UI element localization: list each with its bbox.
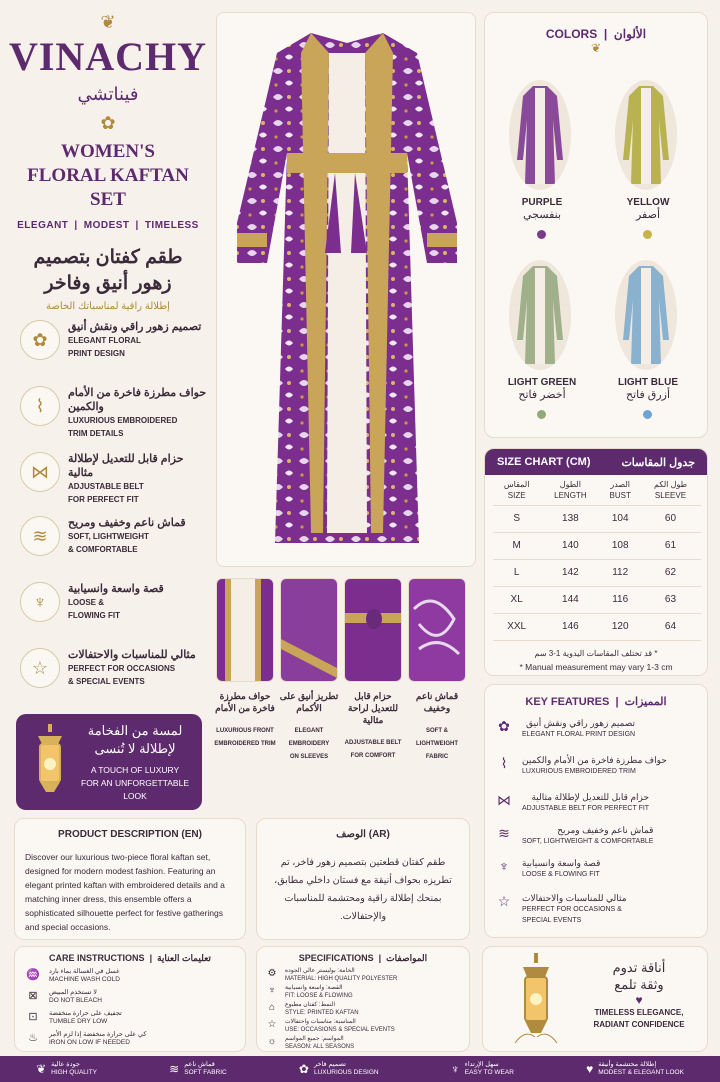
feature-ar: حزام قابل للتعديل لإطلالة مثالية	[68, 453, 184, 479]
heart-icon: ♥	[635, 993, 643, 1007]
ornament-icon: ❦	[590, 41, 602, 55]
feature-item	[20, 452, 210, 506]
flower-icon: ✿	[100, 113, 116, 133]
thumb-sleeve[interactable]	[280, 578, 338, 682]
embroidery-icon: ⌇	[500, 755, 508, 771]
description-en-title: PRODUCT DESCRIPTION (EN)	[58, 829, 202, 840]
footer-item: ≋ قماش ناعم SOFT FABRIC	[169, 1061, 227, 1076]
wave-icon: ≋	[20, 516, 60, 556]
color-dot-light-green[interactable]	[537, 410, 546, 419]
headline-ar-2: زهور أنيق وفاخر	[44, 273, 172, 294]
wave-icon: ≋	[498, 825, 510, 841]
color-dot-light-blue[interactable]	[643, 410, 652, 419]
footer-item: ❦ جودة عالية HIGH QUALITY	[36, 1061, 98, 1076]
feature-ar: قصة واسعة وانسيابية	[68, 583, 164, 595]
key-feature-item: ☆ مثالي للمناسبات والاحتفالات PERFECT FOR OCCASIONS & SPECIAL EVENTS	[494, 893, 704, 926]
care-item: ⊠ لا تستخدم المبيض DO NOT BLEACH	[25, 989, 235, 1005]
size-chart-panel	[484, 448, 708, 676]
flower-icon: ✿	[498, 718, 510, 734]
spec-item: ♆ القصة: واسعة وانسيابية FIT: LOOSE & FLOWING	[265, 985, 461, 1000]
color-dot-yellow[interactable]	[643, 230, 652, 239]
footer-bar	[0, 1056, 720, 1082]
key-features-title: KEY FEATURES	[525, 696, 610, 708]
fabric-icon: ≋	[169, 1062, 180, 1076]
thumb-belt[interactable]	[344, 578, 402, 682]
care-item: ♨ كي على حرارة منخفضة إذا لزم الأمر IRON ON LOW IF NEEDED	[25, 1031, 235, 1047]
feature-en: ADJUSTABLE BELT	[68, 482, 144, 491]
sun-icon: ☼	[267, 1036, 277, 1047]
description-en-panel	[14, 818, 246, 940]
elegance-ar-2: وثقة تلمع	[614, 977, 664, 992]
tag-timeless: TIMELESS	[144, 220, 199, 231]
bow-icon: ⋈	[497, 792, 511, 808]
star-icon: ☆	[497, 893, 511, 909]
colors-title: COLORS	[545, 27, 598, 41]
ornament-icon: ❦	[100, 12, 116, 32]
feature-en: SOFT, LIGHTWEIGHT	[68, 532, 149, 541]
tag-list: ELEGANT | MODEST | TIMELESS	[17, 220, 199, 231]
table-row: XXL 146 120 64	[493, 613, 701, 640]
specs-title: SPECIFICATIONS	[298, 953, 374, 963]
feature-item	[20, 582, 210, 622]
key-feature-item: ⋈ حزام قابل للتعديل لإطلالة مثالية ADJUSTABLE BELT FOR PERFECT FIT	[494, 792, 704, 814]
size-note-en: * Manual measurement may vary 1-3 cm	[519, 661, 673, 672]
colors-title-ar: الألوان	[613, 27, 647, 41]
tag-elegant: ELEGANT	[17, 220, 69, 231]
size-table	[493, 475, 701, 641]
headline-ar-sub: إطلالة راقية لمناسباتك الخاصة	[46, 301, 170, 312]
color-swatch-yellow[interactable]	[615, 80, 677, 190]
tag-modest: MODEST	[83, 220, 130, 231]
luxury-en-3: LOOK	[123, 791, 147, 801]
bow-icon: ⋈	[20, 452, 60, 492]
headline-ar-1: طقم كفتان بتصميم	[33, 247, 183, 268]
spec-item: ⌂ النمط: كفتان مطبوع STYLE: PRINTED KAFTAN	[265, 1002, 461, 1017]
table-header-row: المقاس SIZE الطول LENGTH الصدر BUST طول الكم SLEEVE	[493, 475, 701, 505]
luxury-ar-1: لمسة من الفخامة	[87, 723, 183, 738]
flower-icon: ✿	[298, 1062, 309, 1076]
luxury-ar-2: لإطلالة لا تُنسى	[94, 741, 176, 756]
dress-icon: ♆	[268, 985, 276, 996]
key-features-title-ar: المميزات	[624, 696, 667, 708]
description-ar-text: طقم كفتان قطعتين بتصميم زهور فاخر، تم تطريزه بحواف أنيقة مع فستان داخلي مطابق، بمنحك إطلالة راقية ومحتشمة للمناسبات والإحتفالات.	[274, 857, 452, 922]
brand-column	[8, 12, 208, 312]
description-ar-panel	[256, 818, 470, 940]
thumb-caption: تطريز أنيق على الأكمام ELEGANT EMBROIDERY ON SLEEVES	[279, 691, 339, 760]
elegance-en-1: TIMELESS ELEGANCE,	[594, 1008, 684, 1017]
color-swatch-purple[interactable]	[509, 80, 571, 190]
color-dot-purple[interactable]	[537, 230, 546, 239]
elegance-en-2: RADIANT CONFIDENCE	[593, 1020, 685, 1029]
care-panel: CARE INSTRUCTIONS | تعليمات العناية ♒ غسل في الغسالة بماء بارد MACHINE WASH COLD ⊠ لا تستخدم المبيض DO NOT BLEACH ⊡ تجفيف على حرارة منخفضة TUMBLE DRY LOW ♨ كي على حرارة منخفضة إذا لزم الأمر IRON ON LOW IF NEEDED	[14, 946, 246, 1052]
footer-item: ✿ تصميم فاخر LUXURIOUS DESIGN	[298, 1061, 379, 1076]
luxury-en-1: A TOUCH OF LUXURY	[90, 765, 180, 775]
color-swatch-light-green[interactable]	[509, 260, 571, 370]
lantern-icon	[511, 953, 561, 1045]
luxury-banner	[16, 714, 202, 810]
color-swatch-light-blue[interactable]	[615, 260, 677, 370]
dress-icon: ♆	[498, 858, 510, 874]
iron-icon: ♨	[28, 1032, 38, 1044]
table-row: L 142 112 62	[493, 559, 701, 586]
main-product-image	[216, 12, 476, 567]
feature-ar: مثالي للمناسبات والاحتفالات	[68, 649, 196, 661]
embroidery-icon: ⌇	[20, 386, 60, 426]
star-icon: ☆	[20, 648, 60, 688]
colors-panel: COLORS | الألوان ❦	[484, 12, 708, 438]
elegance-ar-1: أناقة تدوم	[612, 960, 666, 975]
care-title-ar: تعليمات العناية	[157, 953, 211, 963]
feature-item	[20, 320, 210, 360]
feature-item	[20, 516, 210, 556]
wash-icon: ♒	[26, 969, 40, 981]
key-features-panel: KEY FEATURES | المميزات	[484, 684, 708, 938]
key-feature-item: ✿ تصميم زهور راقي ونقش أنيق ELEGANT FLORAL PRINT DESIGN	[494, 718, 704, 740]
feature-en: ELEGANT FLORAL	[68, 336, 141, 345]
thumb-caption: حزام قابل للتعديل لراحة مثالية ADJUSTABLE BELT FOR COMFORT	[344, 691, 402, 759]
feature-en: PERFECT FOR OCCASIONS	[68, 664, 176, 673]
heart-icon: ♥	[586, 1062, 594, 1076]
feature-en: & SPECIAL EVENTS	[68, 677, 145, 686]
care-title: CARE INSTRUCTIONS	[49, 953, 145, 963]
brand-name: VINACHY	[8, 34, 208, 79]
footer-item: ♥ إطلالة محتشمة وأنيقة MODEST & ELEGANT LOOK	[586, 1061, 684, 1076]
feature-ar: قماش ناعم وخفيف ومريح	[68, 517, 186, 529]
flower-icon: ✿	[20, 320, 60, 360]
feature-ar: تصميم زهور راقي ونقش أنيق	[68, 321, 202, 333]
table-row: XL 144 116 63	[493, 586, 701, 613]
feature-en: TRIM DETAILS	[68, 429, 124, 438]
shirt-icon: ♆	[450, 1062, 460, 1076]
key-feature-item: ♆ قصة واسعة وانسيابية LOOSE & FLOWING FIT	[494, 858, 704, 880]
feature-en: LOOSE &	[68, 598, 105, 607]
star-icon: ☆	[267, 1019, 277, 1030]
color-label-light-blue: LIGHT BLUE أزرق فاتح	[618, 377, 678, 401]
key-feature-item: ≋ قماش ناعم وخفيف ومريح SOFT, LIGHTWEIGHT & COMFORTABLE	[494, 825, 704, 847]
elegance-panel	[482, 946, 708, 1052]
tag-icon: ⌂	[268, 1002, 276, 1013]
key-feature-item: ⌇ حواف مطرزة فاخرة من الأمام والكمين LUXURIOUS EMBROIDERED TRIM	[494, 755, 704, 777]
luxury-en-2: FOR AN UNFORGETTABLE	[81, 778, 189, 788]
size-chart-header	[485, 449, 707, 475]
feature-en: LUXURIOUS EMBROIDERED	[68, 416, 178, 425]
no-bleach-icon: ⊠	[28, 990, 38, 1002]
spec-item: ☼ المواسم: جميع المواسم SEASON: ALL SEASONS	[265, 1036, 461, 1051]
description-ar-title: الوصف (AR)	[336, 829, 390, 840]
gear-icon: ⚙	[267, 968, 277, 979]
leaf-icon: ❦	[36, 1062, 47, 1076]
lantern-icon	[28, 724, 72, 800]
size-chart-title-ar: جدول المقاسات	[621, 456, 695, 469]
color-label-light-green: LIGHT GREEN أخضر فاتح	[507, 377, 577, 401]
care-item: ⊡ تجفيف على حرارة منخفضة TUMBLE DRY LOW	[25, 1010, 235, 1026]
color-label-yellow: YELLOW أصفر	[626, 197, 670, 221]
feature-ar: حواف مطرزة فاخرة من الأمام والكمين	[68, 387, 207, 413]
feature-en: & COMFORTABLE	[68, 545, 138, 554]
color-label-purple: PURPLE بنفسجي	[521, 197, 563, 221]
feature-en: FOR PERFECT FIT	[68, 495, 139, 504]
thumb-caption: قماش ناعم وخفيف SOFT & LIGHTWEIGHT FABRIC	[415, 691, 459, 760]
size-chart-title: SIZE CHART (CM)	[497, 456, 591, 468]
specs-panel: SPECIFICATIONS | المواصفات ⚙ الخامة: بوليستر عالي الجودة MATERIAL: HIGH QUALITY POLYESTER ♆ القصة: واسعة وانسيابية FIT: LOOSE & FLOWING ⌂ النمط: كفتان مطبوع STYLE: PRINTED KAFTAN ☆ المناسبة: مناسبات واحتفالات USE: OCCASIONS & SPECIAL EVENTS ☼ المواسم: جميع المواسم SEASON: ALL SEASONS	[256, 946, 470, 1052]
table-row: M 140 108 61	[493, 532, 701, 559]
feature-en: PRINT DESIGN	[68, 349, 125, 358]
size-note-ar: * قد تختلف المقاسات اليدوية 1-3 سم	[534, 648, 658, 658]
subtitle-line2: FLORAL KAFTAN SET	[27, 165, 189, 210]
feature-item	[20, 386, 210, 440]
care-item: ♒ غسل في الغسالة بماء بارد MACHINE WASH COLD	[26, 968, 120, 983]
dry-icon: ⊡	[28, 1011, 38, 1023]
spec-item: ⚙ الخامة: بوليستر عالي الجودة MATERIAL: HIGH QUALITY POLYESTER	[265, 968, 461, 983]
feature-item	[20, 648, 210, 688]
thumb-caption: حواف مطرزة فاخرة من الأمام LUXURIOUS FRONT EMBROIDERED TRIM	[214, 691, 276, 747]
feature-en: FLOWING FIT	[68, 611, 120, 620]
thumb-front-trim[interactable]	[216, 578, 274, 682]
specs-title-ar: المواصفات	[386, 953, 428, 963]
description-en-text: Discover our luxurious two-piece floral kaftan set, designed for modern modest fashion. Featuring an elegant printed kaftan with embroidered details and a matching inner dress, this ensemble offers a sophisticated silhouette perfect for festive gatherings and special occasions.	[25, 852, 225, 932]
thumb-fabric[interactable]	[408, 578, 466, 682]
brand-name-ar: فيناتشي	[77, 84, 139, 104]
dress-icon: ♆	[20, 582, 60, 622]
footer-item: ♆ سهل الإرتداء EASY TO WEAR	[450, 1061, 514, 1076]
table-row: S 138 104 60	[493, 505, 701, 532]
spec-item: ☆ المناسبة: مناسبات واحتفالات USE: OCCASIONS & SPECIAL EVENTS	[265, 1019, 461, 1034]
subtitle-line1: WOMEN'S	[61, 141, 155, 162]
